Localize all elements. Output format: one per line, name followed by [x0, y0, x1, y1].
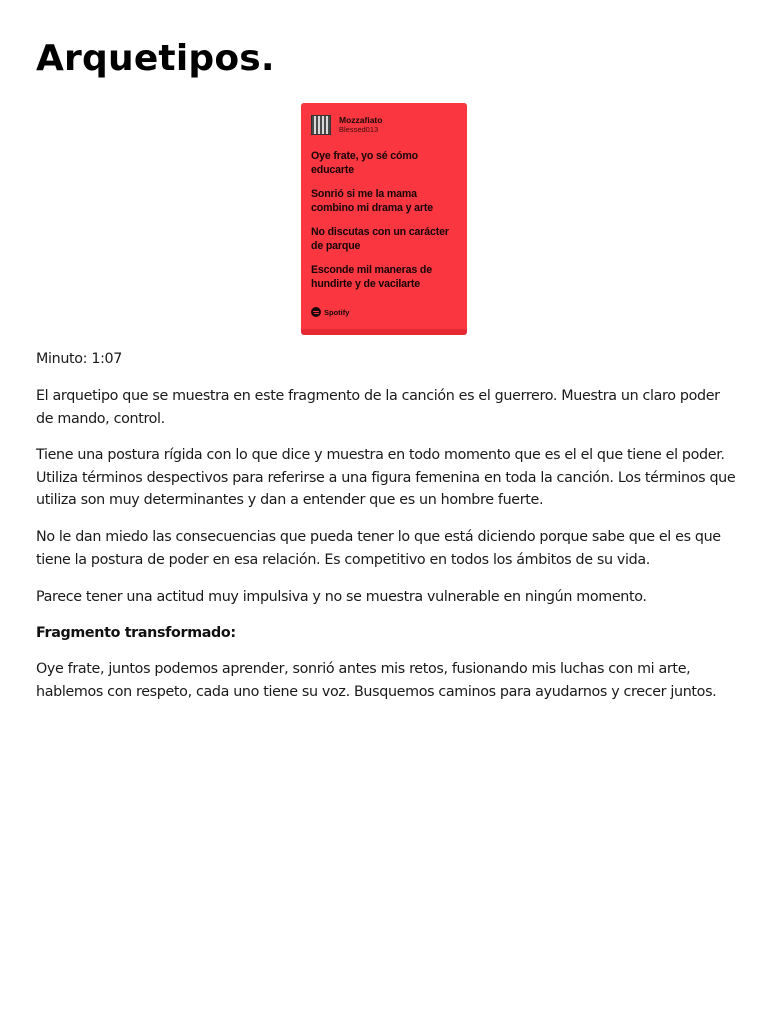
paragraph: Tiene una postura rígida con lo que dice y muestra en todo momento que es el el que tiene el poder. Utiliza términos despectivos para referirse a una figura femenina en toda la canción. Los términos que utiliza son muy determinantes y dan a entender que es un hombre fuerte.: [36, 447, 736, 508]
lyrics-list: [311, 150, 457, 291]
paragraph: El arquetipo que se muestra en este fragmento de la canción es el guerrero. Muestra un claro poder de mando, control.: [36, 388, 720, 427]
spotify-lyrics-card: [301, 103, 467, 335]
minute-label: Minuto: 1:07: [36, 351, 123, 367]
track-title: Mozzafiato: [339, 115, 383, 125]
spotify-label: Spotify: [324, 307, 350, 317]
paragraph: No le dan miedo las consecuencias que pueda tener lo que está diciendo porque sabe que el es que tiene la postura de poder en esa relación. Es competitivo en todos los ámbitos de su vida.: [36, 529, 721, 568]
paragraph: Parece tener una actitud muy impulsiva y no se muestra vulnerable en ningún momento.: [36, 589, 647, 605]
cover-art-icon: [311, 115, 331, 135]
lyric-line: Sonrió si me la mama combino mi drama y arte: [311, 188, 433, 214]
spotify-icon: [311, 307, 321, 317]
lyric-line: Oye frate, yo sé cómo educarte: [311, 150, 418, 176]
track-meta: [339, 115, 382, 135]
fragment-text: Oye frate, juntos podemos aprender, sonrió antes mis retos, fusionando mis luchas con mi arte, hablemos con respeto, cada uno tiene su voz. Busquemos caminos para ayudarnos y crecer juntos.: [36, 661, 717, 700]
lyric-line: Esconde mil maneras de hundirte y de vacilarte: [311, 264, 432, 290]
track-artist: Blessed013: [339, 125, 379, 134]
fragment-heading: Fragmento transformado:: [36, 625, 236, 641]
page-title: Arquetipos.: [36, 38, 275, 79]
card-header: [311, 114, 457, 136]
lyric-line: No discutas con un carácter de parque: [311, 226, 449, 252]
spotify-brand: [311, 307, 349, 317]
